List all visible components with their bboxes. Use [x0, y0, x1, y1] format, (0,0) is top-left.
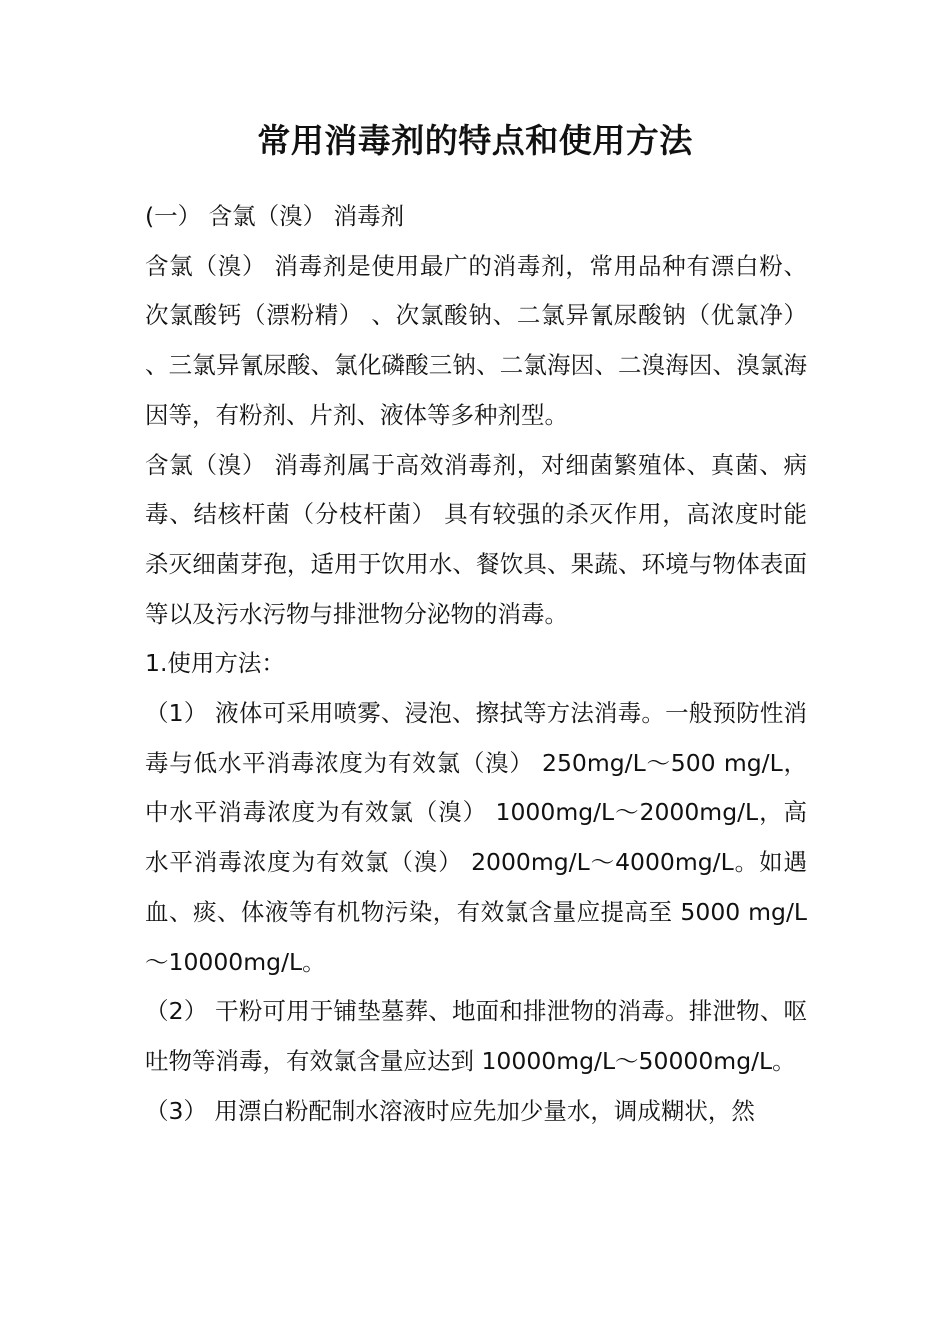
- usage-heading: 1.使用方法：: [145, 649, 285, 678]
- usage-item-1: （1） 液体可采用喷雾、浸泡、擦拭等方法消毒。一般预防性消毒与低水平消毒浓度为有效氯（溴） 250mg/L～500 mg/L，中水平消毒浓度为有效氯（溴） 1000mg/L～2000mg/L，高水平消毒浓度为有效氯（溴） 2000mg/L～4000mg/L。如遇血、痰、体液等有机物污染，有效氯含量应提高至 5000 mg/L～10000mg/L。: [145, 699, 807, 976]
- usage-item-3: （3） 用漂白粉配制水溶液时应先加少量水，调成糊状，然: [145, 1096, 755, 1125]
- document-title: 常用消毒剂的特点和使用方法: [257, 121, 693, 160]
- document-body: [145, 192, 807, 1136]
- usage-item-2: （2） 干粉可用于铺垫墓葬、地面和排泄物的消毒。排泄物、呕吐物等消毒，有效氯含量应达到 10000mg/L～50000mg/L。: [145, 997, 807, 1075]
- paragraph-properties: 含氯（溴） 消毒剂属于高效消毒剂，对细菌繁殖体、真菌、病毒、结核杆菌（分枝杆菌） 具有较强的杀灭作用，高浓度时能杀灭细菌芽孢，适用于饮用水、餐饮具、果蔬、环境与物体表面等以及污水污物与排泄物分泌物的消毒。: [145, 450, 807, 628]
- paragraph-varieties: 含氯（溴） 消毒剂是使用最广的消毒剂，常用品种有漂白粉、次氯酸钙（漂粉精） 、次氯酸钠、二氯异氰尿酸钠（优氯净） 、三氯异氰尿酸、氯化磷酸三钠、二氯海因、二溴海因、溴氯海因等，有粉剂、片剂、液体等多种剂型。: [145, 251, 807, 429]
- section-heading: (一） 含氯（溴） 消毒剂: [145, 202, 405, 230]
